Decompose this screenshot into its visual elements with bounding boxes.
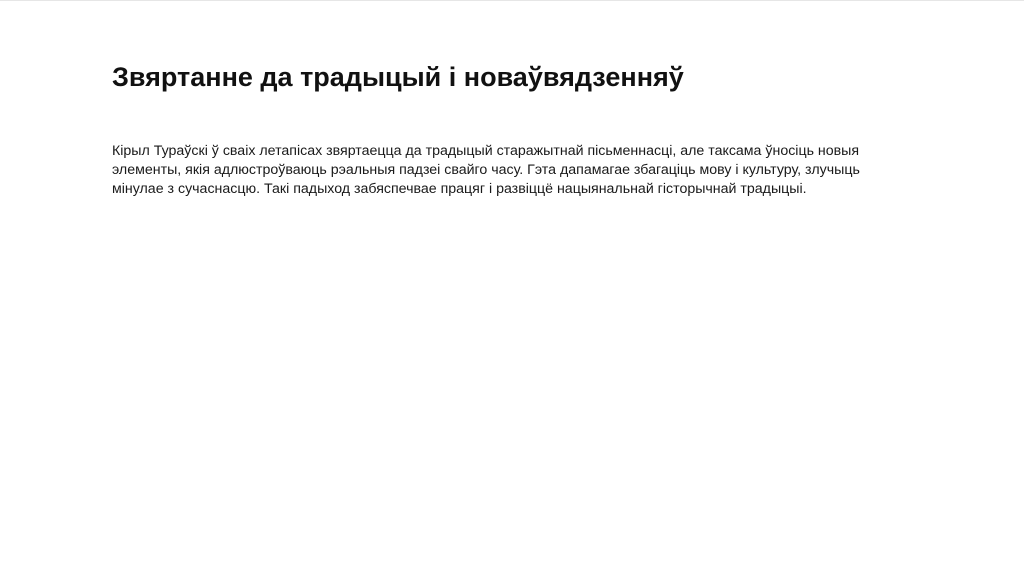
slide-title: Звяртанне да традыцый і новаўвядзенняў (112, 62, 684, 92)
slide-body-text: Кірыл Тураўскі ў сваіх летапісах звяртаецца да традыцый старажытнай пісьменнасці, але таксама ўносіць новыя элементы, якія адлюстроўваюць рэальныя падзеі свайго часу. Гэта дапамагае збагаціць мову і культуру, злучыць мінулае з сучаснасцю. Такі падыход забяспечвае працяг і развіццё нацыянальнай гісторычнай традыцыі. (112, 143, 860, 197)
